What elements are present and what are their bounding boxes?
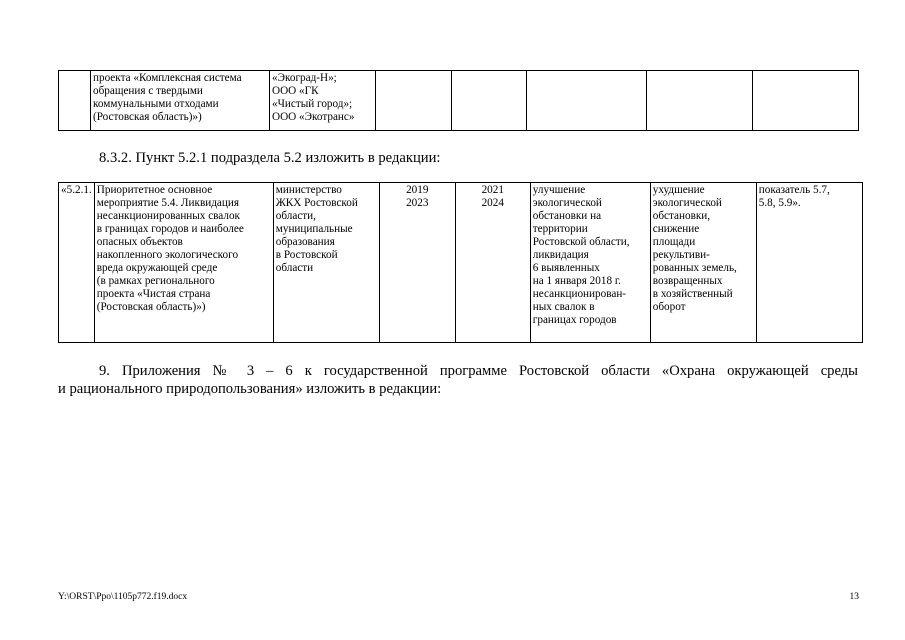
- cell-line: коммунальными отходами: [93, 98, 219, 110]
- cell-line: площади: [652, 236, 696, 248]
- continuation-table: [58, 70, 859, 131]
- cell-line: 2024: [481, 197, 504, 209]
- cell-line: ООО «Экотранс»: [272, 111, 355, 123]
- cell-end: [452, 71, 527, 131]
- cell-indicator: [756, 183, 862, 343]
- cell-line: улучшение: [532, 184, 586, 196]
- cell-line: образования: [275, 236, 335, 248]
- cell-line: муниципальные: [275, 223, 353, 235]
- cell-line: в границах городов и наиболее: [96, 223, 244, 235]
- cell-executor: [273, 183, 379, 343]
- cell-line: экологической: [532, 197, 602, 209]
- cell-line: (Ростовская область)»): [96, 301, 206, 313]
- cell-executor: [270, 71, 376, 131]
- cell-line: обстановки,: [652, 210, 711, 222]
- cell-line: 2021: [481, 184, 504, 196]
- cell-line: ООО «ГК: [272, 85, 319, 97]
- paragraph-9-line-1: 9. Приложения № 3 – 6 к государственной программе Ростовской области «Охрана окружающей среды: [99, 363, 858, 379]
- cell-line: несанкционирован-: [532, 288, 627, 300]
- table-row: [59, 183, 863, 343]
- cell-line: на 1 января 2018 г.: [532, 275, 621, 287]
- cell-line: территории: [532, 223, 588, 235]
- cell-line: 2023: [406, 197, 429, 209]
- cell-line: опасных объектов: [96, 236, 183, 248]
- cell-result: [527, 71, 647, 131]
- cell-line: (в рамках регионального: [96, 275, 215, 287]
- cell-line: министерство: [275, 184, 342, 196]
- cell-line: ухудшение: [652, 184, 705, 196]
- cell-line: несанкционированных свалок: [96, 210, 240, 222]
- cell-line: мероприятие 5.4. Ликвидация: [96, 197, 239, 209]
- cell-line: вреда окружающей среде: [96, 262, 218, 274]
- cell-line: 6 выявленных: [532, 262, 600, 274]
- cell-start: [379, 183, 455, 343]
- cell-line: показатель 5.7,: [758, 184, 830, 196]
- cell-line: накопленного экологического: [96, 249, 239, 261]
- cell-line: 5.8, 5.9».: [758, 197, 801, 209]
- cell-line: рекультиви-: [652, 249, 710, 261]
- cell-line: проекта «Комплексная система: [93, 72, 242, 84]
- cell-line: границах городов: [532, 314, 617, 326]
- cell-line: экологической: [652, 197, 722, 209]
- page-number: 13: [849, 592, 859, 602]
- measure-table: [58, 182, 863, 343]
- cell-line: возвращенных: [652, 275, 723, 287]
- cell-line: в Ростовской: [275, 249, 338, 261]
- table-row: [59, 71, 859, 131]
- cell-line: ликвидация: [532, 249, 589, 261]
- cell-indicator: [753, 71, 859, 131]
- cell-line: области,: [275, 210, 316, 222]
- cell-line: области: [275, 262, 314, 274]
- cell-line: обращения с твердыми: [93, 85, 203, 97]
- cell-line: ЖКХ Ростовской: [275, 197, 358, 209]
- cell-line: в хозяйственный: [652, 288, 733, 300]
- cell-line: снижение: [652, 223, 700, 235]
- cell-start: [376, 71, 452, 131]
- cell-result: [530, 183, 650, 343]
- cell-name: [94, 183, 273, 343]
- cell-line: обстановки на: [532, 210, 602, 222]
- cell-consequences: [650, 183, 756, 343]
- cell-number: «5.2.1.: [59, 183, 95, 343]
- cell-number: [59, 71, 91, 131]
- cell-line: Приоритетное основное: [96, 184, 213, 196]
- cell-line: (Ростовская область)»): [93, 111, 202, 123]
- cell-end: [455, 183, 530, 343]
- paragraph-8-3-2: 8.3.2. Пункт 5.2.1 подраздела 5.2 изложить в редакции:: [99, 150, 441, 166]
- cell-line: проекта «Чистая страна: [96, 288, 211, 300]
- cell-line: «Чистый город»;: [272, 98, 353, 110]
- cell-line: рованных земель,: [652, 262, 737, 274]
- cell-line: ных свалок в: [532, 301, 595, 313]
- cell-line: оборот: [652, 301, 686, 313]
- cell-line: «Экоград-Н»;: [272, 72, 337, 84]
- paragraph-9-line-2: и рационального природопользования» изложить в редакции:: [58, 381, 442, 397]
- cell-consequences: [647, 71, 753, 131]
- footer-file-path: Y:\ORST\Ppo\1105p772.f19.docx: [58, 592, 188, 602]
- cell-line: Ростовской области,: [532, 236, 630, 248]
- cell-name: [91, 71, 270, 131]
- cell-line: 2019: [406, 184, 429, 196]
